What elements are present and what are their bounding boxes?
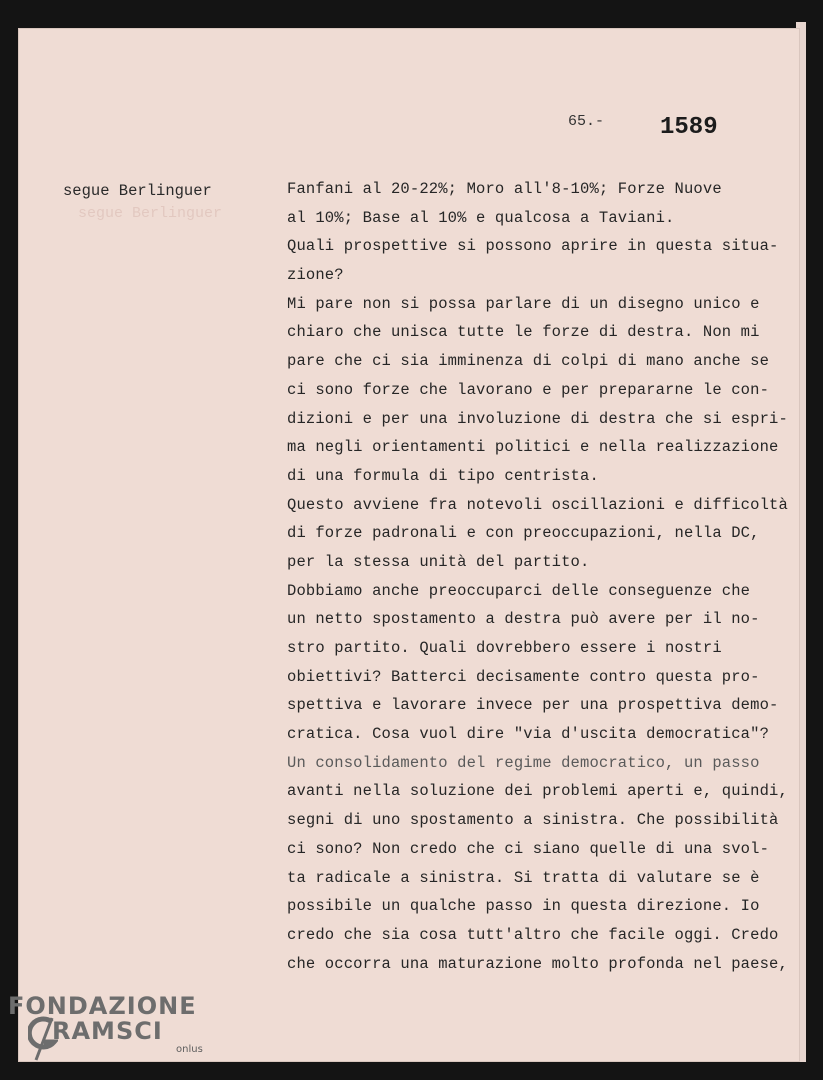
text-line: ci sono forze che lavorano e per prepararne le con-	[287, 380, 770, 399]
text-line: per la stessa unità del partito.	[287, 552, 590, 571]
text-line: Mi pare non si possa parlare di un disegno unico e	[287, 294, 760, 313]
text-line: ta radicale a sinistra. Si tratta di valutare se è	[287, 868, 760, 887]
text-line: stro partito. Quali dovrebbero essere i nostri	[287, 639, 722, 657]
text-line: Fanfani al 20-22%; Moro all'8-10%; Forze Nuove	[287, 180, 722, 198]
text-line: obiettivi? Batterci decisamente contro questa pro-	[287, 667, 760, 686]
text-line: che occorra una maturazione molto profonda nel paese,	[287, 954, 788, 973]
text-line: un netto spostamento a destra può avere per il no-	[287, 610, 760, 629]
page-number-typed: 65.-	[568, 113, 605, 130]
text-line: avanti nella soluzione dei problemi aperti e, quindi,	[287, 782, 788, 801]
text-line: possibile un qualche passo in questa direzione. Io	[287, 897, 760, 916]
text-line: ci sono? Non credo che ci siano quelle di una svol-	[287, 839, 770, 858]
fondazione-gramsci-watermark	[8, 992, 208, 1072]
text-line: al 10%; Base al 10% e qualcosa a Taviani.	[287, 208, 675, 227]
text-line: di una formula di tipo centrista.	[287, 466, 599, 485]
watermark-line-1: FONDAZIONE	[8, 992, 197, 1020]
text-line: spettiva e lavorare invece per una prospettiva demo-	[287, 696, 779, 715]
text-line: Questo avviene fra notevoli oscillazioni e difficoltà	[287, 495, 788, 514]
text-line: Un consolidamento del regime democratico, un passo	[287, 753, 760, 772]
text-line: dizioni e per una involuzione di destra che si espri-	[287, 409, 788, 428]
text-line: ma negli orientamenti politici e nella realizzazione	[287, 438, 779, 457]
text-line: pare che ci sia imminenza di colpi di mano anche se	[287, 352, 770, 371]
text-line: Quali prospettive si possono aprire in questa situa-	[287, 237, 779, 256]
text-line: chiaro che unisca tutte le forze di destra. Non mi	[287, 323, 760, 342]
typed-body-text	[287, 175, 797, 978]
bleed-through-text: segue Berlinguer	[78, 205, 223, 222]
text-line: cratica. Cosa vuol dire "via d'uscita democratica"?	[287, 725, 770, 744]
text-line: Dobbiamo anche preoccuparci delle conseguenze che	[287, 581, 751, 600]
text-line: credo che sia cosa tutt'altro che facile oggi. Credo	[287, 925, 779, 944]
text-line: segni di uno spostamento a sinistra. Che possibilità	[287, 811, 779, 830]
text-line: zione?	[287, 266, 344, 285]
text-line: di forze padronali e con preoccupazioni, nella DC,	[287, 524, 760, 543]
watermark-line-2: RAMSCI	[52, 1017, 163, 1045]
watermark-line-3: onlus	[176, 1044, 203, 1055]
page-number-stamped: 1589	[660, 114, 718, 141]
margin-note: segue Berlinguer	[63, 182, 212, 200]
